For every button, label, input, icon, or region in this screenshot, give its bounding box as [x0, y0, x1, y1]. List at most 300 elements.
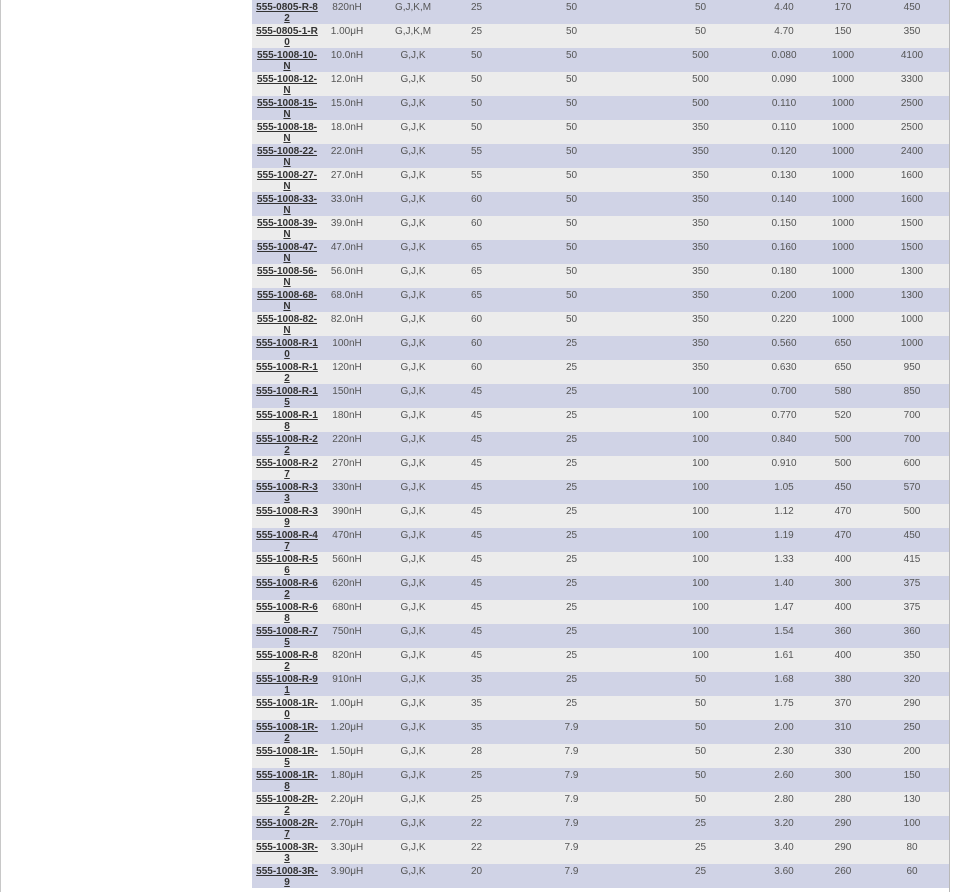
inductance-cell: 15.0nH [330, 98, 364, 109]
part-number-link[interactable]: 555-1008-1R-8 [256, 770, 318, 792]
table-row [252, 696, 949, 720]
l-test-frequency-cell: 50 [565, 242, 578, 253]
part-number-link[interactable]: 555-1008-R-39 [256, 506, 318, 528]
inductance-cell: 56.0nH [330, 266, 364, 277]
dc-resistance-cell: 4.70 [774, 26, 794, 37]
inductance-cell: 27.0nH [330, 170, 364, 181]
table-row [252, 192, 949, 216]
tolerance-cell: G,J,K [400, 194, 426, 205]
part-number-link[interactable]: 555-1008-R-56 [256, 554, 318, 576]
table-body [252, 0, 949, 888]
inductance-cell: 33.0nH [330, 194, 364, 205]
tolerance-cell: G,J,K [400, 722, 426, 733]
dc-resistance-cell: 0.180 [771, 266, 797, 277]
part-number-cell [252, 168, 322, 192]
part-number-link[interactable]: 555-1008-1R-5 [256, 746, 318, 768]
tolerance-cell: G,J,K [400, 578, 426, 589]
q-min-cell: 65 [470, 266, 483, 277]
srf-min-cell: 600 [903, 458, 921, 469]
inductance-cell: 2.70μH [330, 818, 364, 829]
part-number-link[interactable]: 555-1008-2R-2 [256, 794, 318, 816]
q-test-frequency-cell: 50 [694, 722, 707, 733]
current-rating-cell: 380 [834, 674, 852, 685]
dc-resistance-cell: 2.60 [774, 770, 794, 781]
part-number-cell [252, 624, 322, 648]
current-rating-cell: 580 [834, 386, 852, 397]
srf-min-cell: 1600 [900, 170, 924, 181]
tolerance-cell: G,J,K [400, 746, 426, 757]
l-test-frequency-cell: 7.9 [564, 770, 579, 781]
q-test-frequency-cell: 50 [694, 698, 707, 709]
l-test-frequency-cell: 7.9 [564, 842, 579, 853]
tolerance-cell: G,J,K [400, 530, 426, 541]
inductance-cell: 750nH [332, 626, 362, 637]
inductance-cell: 12.0nH [330, 74, 364, 85]
inductance-cell: 3.30μH [330, 842, 364, 853]
q-test-frequency-cell: 350 [692, 122, 709, 133]
q-min-cell: 28 [470, 746, 483, 757]
tolerance-cell: G,J,K [400, 650, 426, 661]
part-number-link[interactable]: 555-0805-R-82 [256, 2, 318, 24]
q-min-cell: 50 [470, 98, 483, 109]
tolerance-cell: G,J,K [400, 434, 426, 445]
dc-resistance-cell: 1.47 [774, 602, 794, 613]
part-number-cell [252, 576, 322, 600]
table-row [252, 312, 949, 336]
part-number-link[interactable]: 555-1008-10-N [256, 50, 318, 72]
current-rating-cell: 1000 [831, 266, 855, 277]
current-rating-cell: 1000 [831, 98, 855, 109]
srf-min-cell: 200 [903, 746, 921, 757]
tolerance-cell: G,J,K [400, 338, 426, 349]
table-row [252, 240, 949, 264]
srf-min-cell: 4100 [900, 50, 924, 61]
dc-resistance-cell: 0.700 [771, 386, 797, 397]
current-rating-cell: 1000 [831, 50, 855, 61]
q-test-frequency-cell: 500 [692, 50, 709, 61]
current-rating-cell: 150 [834, 26, 852, 37]
l-test-frequency-cell: 50 [565, 290, 578, 301]
table-row [252, 576, 949, 600]
part-number-link[interactable]: 555-1008-R-62 [256, 578, 318, 600]
current-rating-cell: 370 [834, 698, 852, 709]
current-rating-cell: 1000 [831, 146, 855, 157]
current-rating-cell: 170 [834, 2, 852, 13]
part-number-link[interactable]: 555-1008-R-47 [256, 530, 318, 552]
tolerance-cell: G,J,K [400, 362, 426, 373]
dc-resistance-cell: 0.160 [771, 242, 797, 253]
part-number-cell [252, 264, 322, 288]
q-test-frequency-cell: 500 [692, 74, 709, 85]
tolerance-cell: G,J,K,M [394, 26, 432, 37]
part-number-cell [252, 24, 322, 48]
q-test-frequency-cell: 50 [694, 26, 707, 37]
l-test-frequency-cell: 25 [565, 530, 578, 541]
tolerance-cell: G,J,K [400, 410, 426, 421]
inductance-cell: 620nH [332, 578, 362, 589]
part-number-cell [252, 144, 322, 168]
current-rating-cell: 400 [834, 554, 852, 565]
table-row [252, 768, 949, 792]
part-number-cell [252, 768, 322, 792]
dc-resistance-cell: 1.61 [774, 650, 794, 661]
part-number-link[interactable]: 555-1008-82-N [256, 314, 318, 336]
dc-resistance-cell: 0.630 [771, 362, 797, 373]
current-rating-cell: 500 [834, 434, 852, 445]
table-row [252, 840, 949, 864]
current-rating-cell: 260 [834, 866, 852, 877]
table-row [252, 24, 949, 48]
dc-resistance-cell: 0.120 [771, 146, 797, 157]
dc-resistance-cell: 1.33 [774, 554, 794, 565]
current-rating-cell: 650 [834, 338, 852, 349]
part-number-cell [252, 504, 322, 528]
srf-min-cell: 1000 [900, 314, 924, 325]
tolerance-cell: G,J,K [400, 602, 426, 613]
tolerance-cell: G,J,K [400, 122, 426, 133]
part-number-link[interactable]: 555-1008-R-82 [256, 650, 318, 672]
tolerance-cell: G,J,K [400, 74, 426, 85]
l-test-frequency-cell: 50 [565, 266, 578, 277]
part-number-cell [252, 456, 322, 480]
q-test-frequency-cell: 350 [692, 266, 709, 277]
q-test-frequency-cell: 100 [692, 578, 709, 589]
l-test-frequency-cell: 7.9 [564, 794, 579, 805]
table-row [252, 360, 949, 384]
current-rating-cell: 470 [834, 506, 852, 517]
dc-resistance-cell: 1.75 [774, 698, 794, 709]
q-min-cell: 60 [470, 362, 483, 373]
part-number-cell [252, 120, 322, 144]
srf-min-cell: 2400 [900, 146, 924, 157]
srf-min-cell: 250 [903, 722, 921, 733]
q-test-frequency-cell: 350 [692, 362, 709, 373]
q-test-frequency-cell: 500 [692, 98, 709, 109]
l-test-frequency-cell: 25 [565, 578, 578, 589]
table-row [252, 288, 949, 312]
inductance-cell: 47.0nH [330, 242, 364, 253]
table-row [252, 120, 949, 144]
current-rating-cell: 1000 [831, 314, 855, 325]
l-test-frequency-cell: 25 [565, 602, 578, 613]
part-number-link[interactable]: 555-1008-R-91 [256, 674, 318, 696]
part-number-cell [252, 432, 322, 456]
tolerance-cell: G,J,K [400, 482, 426, 493]
q-test-frequency-cell: 25 [694, 842, 707, 853]
current-rating-cell: 360 [834, 626, 852, 637]
srf-min-cell: 350 [903, 650, 921, 661]
table-row [252, 48, 949, 72]
inductance-cell: 3.90μH [330, 866, 364, 877]
q-test-frequency-cell: 100 [692, 506, 709, 517]
l-test-frequency-cell: 25 [565, 338, 578, 349]
q-min-cell: 35 [470, 722, 483, 733]
table-row [252, 0, 949, 24]
part-number-link[interactable]: 555-1008-R-15 [256, 386, 318, 408]
q-min-cell: 45 [470, 482, 483, 493]
current-rating-cell: 1000 [831, 194, 855, 205]
part-number-link[interactable]: 555-1008-R-68 [256, 602, 318, 624]
part-number-link[interactable]: 555-1008-39-N [256, 218, 318, 240]
q-min-cell: 45 [470, 530, 483, 541]
srf-min-cell: 375 [903, 602, 921, 613]
table-row [252, 600, 949, 624]
inductor-spec-table-container [252, 0, 950, 892]
q-min-cell: 45 [470, 650, 483, 661]
srf-min-cell: 1500 [900, 242, 924, 253]
part-number-link[interactable]: 555-1008-1R-0 [256, 698, 318, 720]
inductance-cell: 820nH [332, 650, 362, 661]
tolerance-cell: G,J,K [400, 98, 426, 109]
part-number-link[interactable]: 555-1008-18-N [256, 122, 318, 144]
current-rating-cell: 310 [834, 722, 852, 733]
l-test-frequency-cell: 50 [565, 74, 578, 85]
dc-resistance-cell: 0.130 [771, 170, 797, 181]
table-row [252, 72, 949, 96]
l-test-frequency-cell: 25 [565, 554, 578, 565]
l-test-frequency-cell: 25 [565, 698, 578, 709]
current-rating-cell: 400 [834, 650, 852, 661]
part-number-link[interactable]: 555-0805-1-R0 [256, 26, 318, 48]
inductance-cell: 1.00μH [330, 26, 364, 37]
inductance-cell: 82.0nH [330, 314, 364, 325]
current-rating-cell: 1000 [831, 170, 855, 181]
dc-resistance-cell: 0.220 [771, 314, 797, 325]
table-row [252, 264, 949, 288]
l-test-frequency-cell: 25 [565, 434, 578, 445]
inductance-cell: 100nH [332, 338, 362, 349]
part-number-link[interactable]: 555-1008-2R-7 [256, 818, 318, 840]
q-min-cell: 50 [470, 50, 483, 61]
q-test-frequency-cell: 50 [694, 674, 707, 685]
q-test-frequency-cell: 350 [692, 194, 709, 205]
current-rating-cell: 280 [834, 794, 852, 805]
table-row [252, 384, 949, 408]
dc-resistance-cell: 1.40 [774, 578, 794, 589]
current-rating-cell: 450 [834, 482, 852, 493]
current-rating-cell: 290 [834, 818, 852, 829]
srf-min-cell: 360 [903, 626, 921, 637]
l-test-frequency-cell: 25 [565, 410, 578, 421]
inductance-cell: 1.50μH [330, 746, 364, 757]
dc-resistance-cell: 1.68 [774, 674, 794, 685]
l-test-frequency-cell: 50 [565, 98, 578, 109]
dc-resistance-cell: 0.110 [771, 98, 797, 109]
dc-resistance-cell: 3.40 [774, 842, 794, 853]
dc-resistance-cell: 3.20 [774, 818, 794, 829]
part-number-link[interactable]: 555-1008-68-N [256, 290, 318, 312]
srf-min-cell: 1300 [900, 266, 924, 277]
l-test-frequency-cell: 25 [565, 386, 578, 397]
part-number-cell [252, 312, 322, 336]
q-test-frequency-cell: 50 [694, 746, 707, 757]
dc-resistance-cell: 0.090 [771, 74, 797, 85]
part-number-link[interactable]: 555-1008-3R-9 [256, 866, 318, 888]
q-test-frequency-cell: 350 [692, 314, 709, 325]
table-row [252, 216, 949, 240]
srf-min-cell: 1600 [900, 194, 924, 205]
srf-min-cell: 850 [903, 386, 921, 397]
q-min-cell: 25 [470, 794, 483, 805]
srf-min-cell: 350 [903, 26, 921, 37]
part-number-cell [252, 864, 322, 888]
dc-resistance-cell: 0.840 [771, 434, 797, 445]
part-number-link[interactable]: 555-1008-56-N [256, 266, 318, 288]
q-min-cell: 45 [470, 578, 483, 589]
q-min-cell: 60 [470, 218, 483, 229]
part-number-cell [252, 0, 322, 24]
page-left-border [0, 0, 1, 892]
inductance-cell: 180nH [332, 410, 362, 421]
part-number-link[interactable]: 555-1008-15-N [256, 98, 318, 120]
q-test-frequency-cell: 350 [692, 218, 709, 229]
srf-min-cell: 415 [903, 554, 921, 565]
table-row [252, 408, 949, 432]
tolerance-cell: G,J,K [400, 458, 426, 469]
srf-min-cell: 150 [903, 770, 921, 781]
inductance-cell: 10.0nH [330, 50, 364, 61]
part-number-link[interactable]: 555-1008-12-N [256, 74, 318, 96]
q-min-cell: 25 [470, 770, 483, 781]
inductance-cell: 820nH [332, 2, 362, 13]
part-number-link[interactable]: 555-1008-33-N [256, 194, 318, 216]
dc-resistance-cell: 0.560 [771, 338, 797, 349]
q-min-cell: 65 [470, 242, 483, 253]
q-min-cell: 60 [470, 314, 483, 325]
l-test-frequency-cell: 50 [565, 2, 578, 13]
inductance-cell: 390nH [332, 506, 362, 517]
q-test-frequency-cell: 50 [694, 2, 707, 13]
table-row [252, 624, 949, 648]
current-rating-cell: 1000 [831, 218, 855, 229]
inductance-cell: 22.0nH [330, 146, 364, 157]
part-number-cell [252, 648, 322, 672]
part-number-cell [252, 720, 322, 744]
l-test-frequency-cell: 50 [565, 26, 578, 37]
inductance-cell: 39.0nH [330, 218, 364, 229]
current-rating-cell: 300 [834, 770, 852, 781]
q-test-frequency-cell: 100 [692, 482, 709, 493]
q-test-frequency-cell: 350 [692, 290, 709, 301]
inductance-cell: 2.20μH [330, 794, 364, 805]
part-number-cell [252, 840, 322, 864]
part-number-link[interactable]: 555-1008-R-75 [256, 626, 318, 648]
part-number-cell [252, 384, 322, 408]
part-number-cell [252, 48, 322, 72]
inductance-cell: 220nH [332, 434, 362, 445]
dc-resistance-cell: 1.54 [774, 626, 794, 637]
srf-min-cell: 700 [903, 410, 921, 421]
dc-resistance-cell: 0.770 [771, 410, 797, 421]
l-test-frequency-cell: 50 [565, 170, 578, 181]
q-test-frequency-cell: 50 [694, 794, 707, 805]
inductance-cell: 68.0nH [330, 290, 364, 301]
dc-resistance-cell: 3.60 [774, 866, 794, 877]
part-number-cell [252, 240, 322, 264]
srf-min-cell: 80 [906, 842, 918, 853]
l-test-frequency-cell: 25 [565, 626, 578, 637]
srf-min-cell: 2500 [900, 122, 924, 133]
srf-min-cell: 450 [903, 2, 921, 13]
part-number-cell [252, 600, 322, 624]
l-test-frequency-cell: 50 [565, 194, 578, 205]
inductance-cell: 1.80μH [330, 770, 364, 781]
part-number-link[interactable]: 555-1008-R-18 [256, 410, 318, 432]
current-rating-cell: 330 [834, 746, 852, 757]
inductance-cell: 680nH [332, 602, 362, 613]
q-min-cell: 55 [470, 170, 483, 181]
q-test-frequency-cell: 100 [692, 434, 709, 445]
current-rating-cell: 1000 [831, 290, 855, 301]
inductance-cell: 270nH [332, 458, 362, 469]
q-min-cell: 35 [470, 674, 483, 685]
part-number-cell [252, 552, 322, 576]
l-test-frequency-cell: 50 [565, 314, 578, 325]
inductance-cell: 1.20μH [330, 722, 364, 733]
part-number-link[interactable]: 555-1008-47-N [256, 242, 318, 264]
q-min-cell: 45 [470, 410, 483, 421]
tolerance-cell: G,J,K [400, 698, 426, 709]
dc-resistance-cell: 4.40 [774, 2, 794, 13]
q-test-frequency-cell: 100 [692, 626, 709, 637]
current-rating-cell: 470 [834, 530, 852, 541]
q-test-frequency-cell: 100 [692, 554, 709, 565]
l-test-frequency-cell: 7.9 [564, 866, 579, 877]
l-test-frequency-cell: 7.9 [564, 818, 579, 829]
inductance-cell: 470nH [332, 530, 362, 541]
part-number-cell [252, 480, 322, 504]
part-number-link[interactable]: 555-1008-R-22 [256, 434, 318, 456]
q-min-cell: 25 [470, 2, 483, 13]
q-min-cell: 20 [470, 866, 483, 877]
q-test-frequency-cell: 350 [692, 338, 709, 349]
current-rating-cell: 400 [834, 602, 852, 613]
q-test-frequency-cell: 100 [692, 458, 709, 469]
srf-min-cell: 100 [903, 818, 921, 829]
part-number-cell [252, 744, 322, 768]
part-number-link[interactable]: 555-1008-3R-3 [256, 842, 318, 864]
part-number-link[interactable]: 555-1008-R-12 [256, 362, 318, 384]
table-row [252, 456, 949, 480]
dc-resistance-cell: 2.30 [774, 746, 794, 757]
tolerance-cell: G,J,K [400, 866, 426, 877]
srf-min-cell: 2500 [900, 98, 924, 109]
srf-min-cell: 570 [903, 482, 921, 493]
current-rating-cell: 1000 [831, 242, 855, 253]
l-test-frequency-cell: 25 [565, 506, 578, 517]
part-number-link[interactable]: 555-1008-R-33 [256, 482, 318, 504]
q-min-cell: 45 [470, 506, 483, 517]
q-test-frequency-cell: 100 [692, 410, 709, 421]
dc-resistance-cell: 2.00 [774, 722, 794, 733]
tolerance-cell: G,J,K [400, 242, 426, 253]
part-number-link[interactable]: 555-1008-27-N [256, 170, 318, 192]
tolerance-cell: G,J,K [400, 842, 426, 853]
q-min-cell: 45 [470, 602, 483, 613]
q-min-cell: 65 [470, 290, 483, 301]
part-number-link[interactable]: 555-1008-1R-2 [256, 722, 318, 744]
q-min-cell: 45 [470, 458, 483, 469]
inductance-cell: 18.0nH [330, 122, 364, 133]
table-row [252, 528, 949, 552]
part-number-cell [252, 528, 322, 552]
dc-resistance-cell: 0.910 [771, 458, 797, 469]
l-test-frequency-cell: 7.9 [564, 722, 579, 733]
part-number-link[interactable]: 555-1008-R-10 [256, 338, 318, 360]
part-number-link[interactable]: 555-1008-R-27 [256, 458, 318, 480]
part-number-link[interactable]: 555-1008-22-N [256, 146, 318, 168]
current-rating-cell: 1000 [831, 74, 855, 85]
